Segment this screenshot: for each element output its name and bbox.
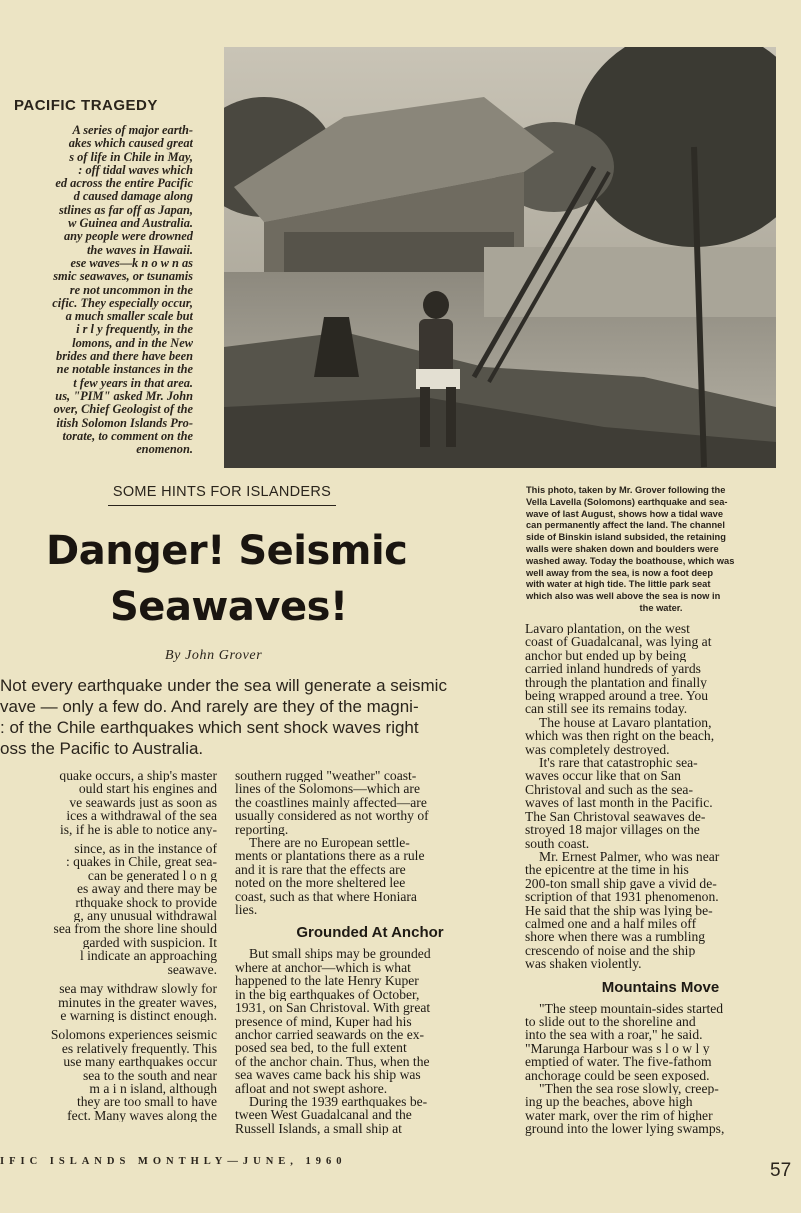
- intro-line: oss the Pacific to Australia.: [0, 739, 204, 758]
- caption-line: the water.: [639, 602, 683, 613]
- tidal-wave-photo: [224, 47, 776, 468]
- column-line: where at anchor—which is what: [235, 960, 411, 975]
- sidebar-line: the waves in Hawaii.: [86, 243, 193, 257]
- column-line: afloat and not swept ashore.: [235, 1081, 388, 1095]
- sidebar-line: itish Solomon Islands Pro-: [56, 416, 193, 430]
- page-number: 57: [770, 1160, 792, 1181]
- column-line: use many earthquakes occur: [63, 1055, 217, 1069]
- column-line: e warning is distinct enough.: [60, 1008, 217, 1023]
- column-line: scription of that 1931 phenomenon.: [525, 890, 719, 904]
- sidebar-line: s of life in Chile in May,: [69, 150, 193, 164]
- sidebar-line: ese waves—k n o w n as: [70, 256, 193, 270]
- column-line: can still see its remains today.: [525, 702, 688, 716]
- column-line: to slide out to the shoreline and: [525, 1014, 696, 1029]
- article-column-2: [235, 769, 505, 1135]
- column-line: ing up the beaches, above high: [525, 1095, 693, 1109]
- column-line: anchor but ended up by being: [525, 648, 687, 663]
- column-line: shore when there was a rumbling: [525, 930, 706, 944]
- column-line: posed sea bed, to the full extent: [235, 1041, 407, 1055]
- sidebar-line: stlines as far off as Japan,: [58, 203, 193, 217]
- sidebar-line: enomenon.: [136, 443, 193, 457]
- column-line: Russell Islands, a small ship at: [235, 1121, 402, 1136]
- column-line: was shaken violently.: [525, 957, 642, 971]
- column-line: "The steep mountain-sides started: [539, 1001, 724, 1015]
- footer-publication: IFIC ISLANDS MONTHLY—JUNE, 1960: [0, 1156, 347, 1167]
- column-line: anchorage could be seen exposed.: [525, 1068, 710, 1082]
- section-rule: [108, 505, 336, 506]
- column-line: quake occurs, a ship's master: [59, 769, 217, 783]
- column-line: sea from the shore line should: [53, 922, 217, 936]
- byline: By John Grover: [165, 648, 263, 663]
- sidebar-line: cific. They especially occur,: [52, 296, 193, 310]
- column-line: of the anchor chain. Thus, when the: [235, 1054, 430, 1069]
- sidebar-line: ed across the entire Pacific: [55, 177, 193, 191]
- column-line: they are too small to have: [76, 1095, 217, 1109]
- column-line: presence of mind, Kuper had his: [235, 1014, 412, 1028]
- column-line: was completely destroyed.: [525, 742, 670, 757]
- column-line: The San Christoval seawaves de-: [525, 809, 706, 824]
- column-line: in the big earthquakes of October,: [235, 987, 420, 1002]
- sidebar-line: A series of major earth-: [72, 124, 193, 137]
- column-line: 1931, on San Christoval. With great: [235, 1001, 431, 1015]
- sidebar-line: d caused damage along: [73, 190, 193, 204]
- column-line: l indicate an approaching: [79, 949, 217, 963]
- column-line: sea waves came back his ship was: [235, 1068, 421, 1082]
- column-line: Christoval and such as the sea-: [525, 782, 693, 797]
- column-line: 200-ton small ship gave a vivid de-: [525, 876, 717, 891]
- sidebar-line: brides and there have been: [56, 350, 193, 364]
- column-line: reporting.: [235, 822, 289, 837]
- caption-line: can permanently affect the land. The channel: [526, 520, 725, 531]
- column-line: The house at Lavaro plantation,: [539, 715, 712, 730]
- sidebar-line: re not uncommon in the: [69, 283, 193, 297]
- column-line: and it is rare that the effects are: [235, 862, 406, 877]
- headline-line-1: Danger! Seismic: [46, 528, 408, 574]
- sidebar-line: i r l y frequently, in the: [76, 323, 193, 337]
- caption-line: which also was well above the sea is now in: [526, 591, 721, 602]
- caption-line: wave of last August, shows how a tidal wave: [526, 508, 724, 519]
- column-line: But small ships may be grounded: [249, 947, 431, 961]
- column-line: the epicentre at the time in his: [525, 863, 689, 877]
- column-line: es relatively frequently. This: [61, 1041, 217, 1056]
- column-line: m a i n island, although: [89, 1081, 217, 1096]
- column-line: tween West Guadalcanal and the: [235, 1108, 412, 1122]
- sidebar-line: torate, to comment on the: [62, 429, 193, 443]
- caption-line: with water at high tide. The little park seat: [526, 579, 711, 590]
- sidebar-line: us, "PIM" asked Mr. John: [55, 389, 193, 403]
- column-line: calmed one and a half miles off: [525, 916, 697, 931]
- column-line: Solomons experiences seismic: [50, 1028, 217, 1042]
- column-line: water mark, over the rim of higher: [525, 1108, 713, 1123]
- column-line: coast, such as that where Honiara: [235, 889, 417, 904]
- caption-line: side of Binskin island subsided, the retaining: [526, 532, 726, 543]
- column-line: ould start his engines and: [78, 782, 217, 796]
- sidebar-line: t few years in that area.: [73, 376, 193, 390]
- column-line: emptied of water. The five-fathom: [525, 1055, 712, 1069]
- column-line: stroyed 18 major villages on the: [525, 823, 700, 837]
- sidebar-line: w Guinea and Australia.: [68, 217, 193, 231]
- subheading-mountains-move: Mountains Move: [601, 978, 720, 996]
- article-column-1: [0, 769, 217, 1122]
- column-line: Lavaro plantation, on the west: [525, 622, 690, 636]
- column-line: sea to the south and near: [82, 1068, 217, 1082]
- column-line: coast of Guadalcanal, was lying at: [525, 635, 712, 649]
- column-line: through the plantation and finally: [525, 675, 707, 690]
- column-line: g, any unusual withdrawal: [73, 909, 217, 923]
- column-line: crescendo of noise and the ship: [525, 943, 696, 958]
- column-line: seawave.: [167, 962, 217, 977]
- column-line: can be generated l o n g: [87, 868, 217, 883]
- photo-caption: [526, 485, 796, 615]
- sidebar-line: any people were drowned: [63, 230, 193, 244]
- column-line: lies.: [235, 903, 258, 917]
- sidebar-text: [0, 124, 193, 456]
- column-line: "Then the sea rose slowly, creep-: [539, 1082, 719, 1096]
- column-line: into the sea with a roar," he said.: [525, 1028, 703, 1042]
- column-line: waves occur like that on San: [525, 769, 681, 783]
- sidebar-line: akes which caused great: [68, 137, 193, 151]
- column-line: anchor carried seawards on the ex-: [235, 1027, 425, 1042]
- column-line: fect. Many waves along the: [67, 1108, 217, 1123]
- column-line: since, as in the instance of: [74, 842, 217, 856]
- column-line: ground into the lower lying swamps,: [525, 1122, 725, 1136]
- column-line: During the 1939 earthquakes be-: [249, 1094, 428, 1109]
- sidebar-line: smic seawaves, or tsunamis: [53, 270, 193, 284]
- section-label: SOME HINTS FOR ISLANDERS: [112, 484, 332, 500]
- column-line: minutes in the greater waves,: [58, 995, 217, 1009]
- caption-line: well away from the sea, is now a foot deep: [526, 567, 714, 578]
- column-line: south coast.: [525, 836, 590, 850]
- column-line: : quakes in Chile, great sea-: [66, 855, 217, 869]
- column-line: ve seawards just as soon as: [69, 795, 217, 810]
- column-line: "Marunga Harbour was s l o w l y: [525, 1041, 710, 1056]
- column-line: ments or plantations there as a rule: [235, 849, 425, 863]
- column-line: sea may withdraw slowly for: [59, 982, 217, 996]
- column-line: usually considered as not worthy of: [235, 809, 429, 823]
- column-line: rthquake shock to provide: [75, 895, 217, 910]
- sidebar-line: ne notable instances in the: [56, 363, 193, 377]
- column-line: is, if he is able to notice any-: [59, 822, 217, 837]
- column-line: happened to the late Henry Kuper: [235, 974, 419, 988]
- sidebar-line: a much smaller scale but: [65, 310, 193, 324]
- column-line: the coastlines mainly affected—are: [235, 795, 427, 810]
- column-line: southern rugged "weather" coast-: [235, 769, 417, 783]
- sidebar-line: lomons, and in the New: [72, 336, 193, 350]
- column-line: carried inland hundreds of yards: [525, 662, 701, 676]
- intro-line: : of the Chile earthquakes which sent shock waves right: [0, 718, 419, 737]
- headline-line-2: Seawaves!: [110, 584, 348, 630]
- sidebar-line: : off tidal waves which: [78, 163, 193, 177]
- caption-line: washed away. Today the boathouse, which was: [526, 555, 735, 566]
- column-line: waves of last month in the Pacific.: [525, 796, 713, 810]
- article-column-3: [525, 622, 796, 1136]
- column-line: noted on the more sheltered lee: [235, 876, 406, 890]
- column-line: garded with suspicion. It: [82, 935, 217, 950]
- column-line: ices a withdrawal of the sea: [66, 809, 217, 823]
- column-line: Mr. Ernest Palmer, who was near: [539, 849, 720, 864]
- column-line: es away and there may be: [76, 882, 217, 896]
- column-line: lines of the Solomons—which are: [235, 782, 420, 796]
- subheading-grounded-at-anchor: Grounded At Anchor: [296, 924, 444, 942]
- photo-illustration: [224, 47, 776, 468]
- column-line: There are no European settle-: [249, 836, 410, 850]
- caption-line: Vella Lavella (Solomons) earthquake and sea-: [526, 496, 728, 507]
- sidebar-line: over, Chief Geologist of the: [53, 403, 193, 417]
- intro-line: Not every earthquake under the sea will generate a seismic: [0, 676, 447, 695]
- column-line: being wrapped around a tree. You: [525, 689, 709, 703]
- column-line: He said that the ship was lying be-: [525, 903, 713, 917]
- sidebar-title: PACIFIC TRAGEDY: [14, 97, 158, 114]
- column-line: It's rare that catastrophic sea-: [539, 756, 698, 770]
- column-line: which was then right on the beach,: [525, 729, 715, 743]
- intro-paragraph: [0, 675, 520, 759]
- caption-line: This photo, taken by Mr. Grover following the: [526, 485, 726, 495]
- intro-line: vave — only a few do. And rarely are they of the magni-: [0, 697, 419, 716]
- caption-line: walls were shaken down and boulders were: [526, 543, 719, 554]
